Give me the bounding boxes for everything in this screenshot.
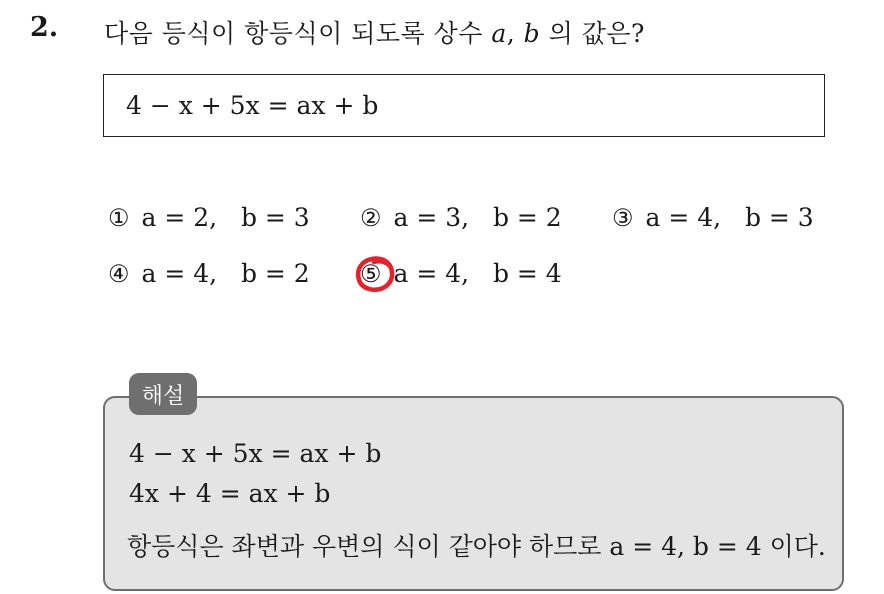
choice-text: a = 4, b = 3 [645, 203, 814, 232]
solution-line-1: 4 − x + 5x = ax + b [129, 439, 382, 468]
choice-2[interactable] [360, 203, 562, 232]
choice-number: ③ [612, 203, 634, 232]
choice-1[interactable] [108, 203, 310, 232]
question-text-after: 의 값은? [540, 19, 645, 48]
var-a: a [491, 19, 507, 48]
choice-text: a = 4, b = 2 [141, 259, 310, 288]
choice-4[interactable] [108, 259, 310, 288]
solution-line-2: 4x + 4 = ax + b [129, 479, 331, 508]
comma: , [506, 19, 524, 48]
choice-number: ④ [108, 259, 130, 288]
answer-circle-mark [352, 254, 402, 294]
choice-text: a = 3, b = 2 [393, 203, 562, 232]
choice-text: a = 2, b = 3 [141, 203, 310, 232]
question-text-before: 다음 등식이 항등식이 되도록 상수 [104, 19, 492, 48]
choice-number: ① [108, 203, 130, 232]
equation: 4 − x + 5x = ax + b [126, 91, 379, 120]
solution-tab: 해설 [129, 373, 197, 415]
solution-line-3: 항등식은 좌변과 우변의 식이 같아야 하므로 a = 4, b = 4 이다. [127, 532, 826, 561]
var-b: b [523, 19, 541, 48]
choice-number: ② [360, 203, 382, 232]
equation-box [103, 74, 825, 137]
choice-number: ⑤ [360, 259, 382, 288]
question-number: 2. [30, 12, 59, 43]
choice-3[interactable] [612, 203, 814, 232]
choice-text: a = 4, b = 4 [393, 259, 562, 288]
question-text [104, 14, 645, 50]
